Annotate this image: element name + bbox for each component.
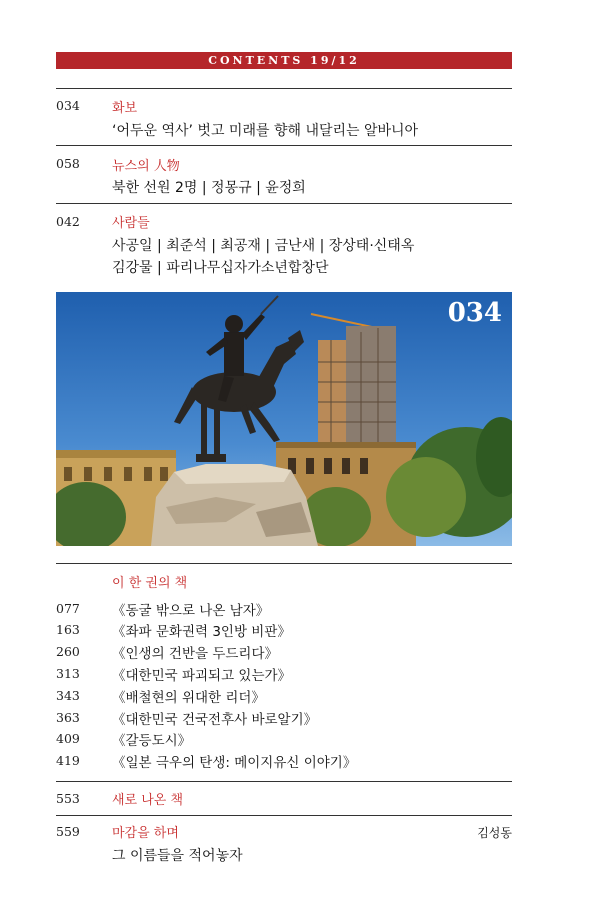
- section-title-book-of-month[interactable]: 이 한 권의 책: [112, 576, 188, 591]
- section-entry[interactable]: 그 이름들을 적어놓자: [112, 848, 243, 864]
- divider: [56, 88, 512, 89]
- book-title[interactable]: 《좌파 문화권력 3인방 비판》: [112, 624, 291, 640]
- divider: [56, 563, 512, 564]
- photo-page-number: 034: [447, 298, 502, 328]
- page-number: 077: [56, 601, 80, 616]
- feature-photo[interactable]: [56, 292, 512, 546]
- page-number: 260: [56, 644, 80, 659]
- page-number: 419: [56, 753, 80, 768]
- book-title[interactable]: 《인생의 건반을 두드리다》: [112, 646, 278, 662]
- page-number: 034: [56, 98, 80, 113]
- section-title-closing[interactable]: 마감을 하며: [112, 826, 179, 841]
- book-title[interactable]: 《대한민국 건국전후사 바로알기》: [112, 712, 318, 728]
- book-title[interactable]: 《배철현의 위대한 리더》: [112, 690, 265, 706]
- section-title-people[interactable]: 사람들: [112, 216, 150, 231]
- book-title[interactable]: 《대한민국 파괴되고 있는가》: [112, 668, 292, 684]
- book-title[interactable]: 《갈등도시》: [112, 733, 192, 749]
- albania-statue-photo: [56, 292, 512, 546]
- section-entry[interactable]: 북한 선원 2명 | 정몽규 | 윤정희: [112, 180, 306, 196]
- page-number: 058: [56, 156, 80, 171]
- section-title-news-people[interactable]: 뉴스의 人物: [112, 159, 180, 174]
- book-title[interactable]: 《동굴 밖으로 나온 남자》: [112, 603, 270, 619]
- page-number: 163: [56, 622, 80, 637]
- section-title-new-books[interactable]: 새로 나온 책: [112, 793, 184, 808]
- page-number: 313: [56, 666, 80, 681]
- page-number: 409: [56, 731, 80, 746]
- divider: [56, 203, 512, 204]
- divider: [56, 815, 512, 816]
- book-title[interactable]: 《일본 극우의 탄생: 메이지유신 이야기》: [112, 755, 357, 771]
- page-number: 363: [56, 710, 80, 725]
- page-number: 559: [56, 824, 80, 839]
- page-number: 553: [56, 791, 80, 806]
- author-name: 김성동: [477, 826, 512, 840]
- section-entry[interactable]: ‘어두운 역사’ 벗고 미래를 향해 내달리는 알바니아: [112, 123, 419, 139]
- section-entry[interactable]: 사공일 | 최준석 | 최공재 | 금난새 | 장상태·신태옥: [112, 238, 415, 254]
- divider: [56, 781, 512, 782]
- contents-header: CONTENTS 19/12: [56, 52, 512, 69]
- section-title-pictorial[interactable]: 화보: [112, 101, 138, 116]
- page-number: 343: [56, 688, 80, 703]
- page-number: 042: [56, 214, 80, 229]
- divider: [56, 145, 512, 146]
- section-entry[interactable]: 김강물 | 파리나무십자가소년합창단: [112, 260, 329, 276]
